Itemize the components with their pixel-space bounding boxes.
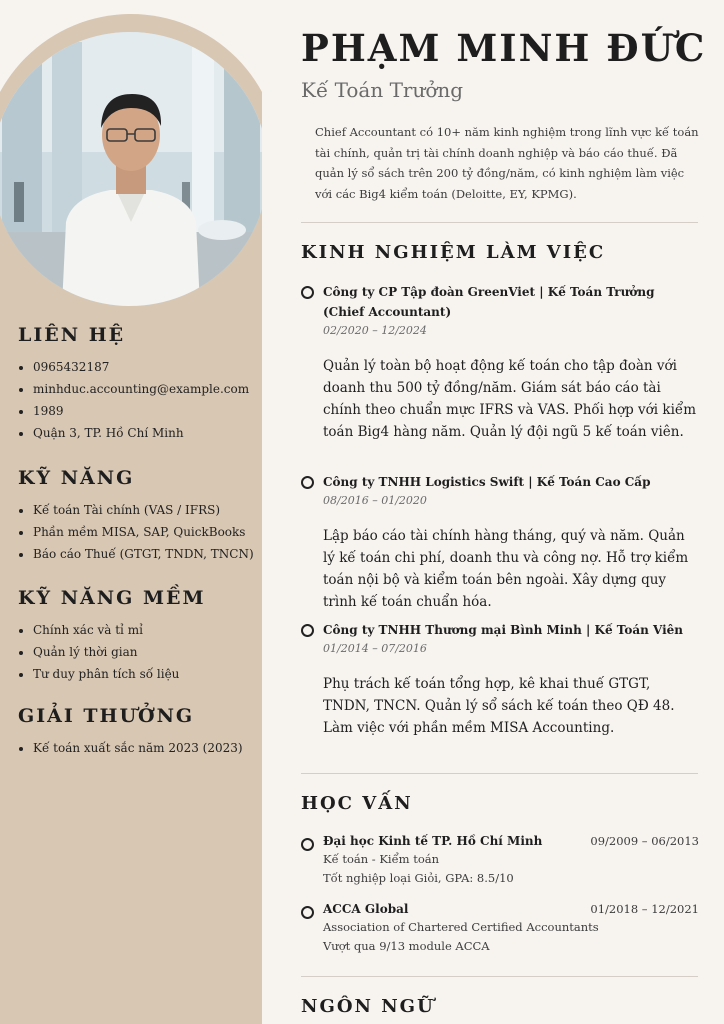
education-heading: HỌC VẤN: [301, 793, 413, 814]
education-result: Tốt nghiệp loại Giỏi, GPA: 8.5/10: [323, 870, 514, 885]
education-period: 01/2018 – 12/2021: [590, 902, 699, 916]
education-result: Vượt qua 9/13 module ACCA: [323, 938, 490, 953]
timeline-dot-icon: [301, 286, 314, 299]
job-date: 01/2014 – 07/2016: [323, 642, 427, 655]
education-major: Association of Chartered Certified Accountants: [323, 920, 599, 934]
job-description: Phụ trách kế toán tổng hợp, kê khai thuế GTGT, TNDN, TNCN. Quản lý sổ sách kế toán theo QĐ 48. Làm việc với phần mềm MISA Accounting.: [323, 676, 675, 736]
education-entry: [301, 832, 699, 887]
skill-item: • Phần mềm MISA, SAP, QuickBooks: [33, 521, 254, 543]
job-heading: Công ty TNHH Logistics Swift | Kế Toán Cao Cấp: [323, 475, 651, 489]
soft-skill-item: • Quản lý thời gian: [33, 641, 254, 663]
education-entry: [301, 900, 699, 955]
award-item: • Kế toán xuất sắc năm 2023 (2023): [33, 737, 254, 759]
timeline-dot-icon: [301, 838, 314, 851]
job-description: Quản lý toàn bộ hoạt động kế toán cho tập đoàn với doanh thu 500 tỷ đồng/năm. Giám sát báo cáo tài chính theo chuẩn mực IFRS và VAS. Phối hợp với kiểm toán Big4 hàng năm. Quản lý đội ngũ 5 kế toán viên.: [323, 358, 697, 440]
full-name: PHẠM MINH ĐỨC: [301, 26, 707, 70]
timeline-dot-icon: [301, 906, 314, 919]
profile-summary: Chief Accountant có 10+ năm kinh nghiệm trong lĩnh vực kế toán tài chính, quản trị tài chính doanh nghiệp và báo cáo thuế. Đã quản lý sổ sách trên 200 tỷ đồng/năm, có kinh nghiệm làm việc với các Big4 kiểm toán (Deloitte, EY, KPMG).: [315, 125, 699, 201]
section-divider: [301, 222, 698, 223]
sidebar: [0, 0, 262, 1024]
contact-email: • minhduc.accounting@example.com: [33, 378, 254, 400]
contact-heading: LIÊN HỆ: [18, 324, 126, 346]
timeline-dot-icon: [301, 624, 314, 637]
job-description: Lập báo cáo tài chính hàng tháng, quý và năm. Quản lý kế toán chi phí, doanh thu và công nợ. Hỗ trợ kiểm toán nội bộ và kiểm toán bên ngoài. Xây dựng quy trình kế toán chuẩn hóa.: [323, 528, 689, 610]
awards-section: [18, 705, 254, 759]
contact-list: [18, 356, 254, 444]
contact-birth-year: • 1989: [33, 400, 254, 422]
awards-heading: GIẢI THƯỞNG: [18, 705, 195, 727]
soft-skills-section: [18, 587, 254, 685]
education-school: ACCA Global: [323, 902, 409, 916]
contact-section: [18, 324, 254, 444]
skills-heading: KỸ NĂNG: [18, 467, 135, 489]
soft-skill-item: • Tư duy phân tích số liệu: [33, 663, 254, 685]
skill-item: • Báo cáo Thuế (GTGT, TNDN, TNCN): [33, 543, 254, 565]
contact-address: • Quận 3, TP. Hồ Chí Minh: [33, 422, 254, 444]
profile-photo-illustration: [0, 32, 262, 306]
timeline-dot-icon: [301, 476, 314, 489]
skills-section: [18, 467, 254, 565]
education-major: Kế toán - Kiểm toán: [323, 852, 440, 866]
soft-skills-heading: KỸ NĂNG MỀM: [18, 587, 206, 609]
languages-heading: NGÔN NGỮ: [301, 996, 435, 1017]
job-heading: Công ty TNHH Thương mại Bình Minh | Kế Toán Viên: [323, 623, 684, 637]
awards-list: [18, 737, 254, 759]
job-entry: [301, 472, 699, 613]
soft-skills-list: [18, 619, 254, 685]
job-title: Kế Toán Trưởng: [301, 78, 464, 102]
job-heading: Công ty CP Tập đoàn GreenViet | Kế Toán Trưởng (Chief Accountant): [323, 285, 655, 319]
job-date: 02/2020 – 12/2024: [323, 324, 427, 337]
section-divider: [301, 976, 698, 977]
section-divider: [301, 773, 698, 774]
contact-phone: • 0965432187: [33, 356, 254, 378]
education-period: 09/2009 – 06/2013: [590, 834, 699, 848]
skills-list: [18, 499, 254, 565]
job-date: 08/2016 – 01/2020: [323, 494, 427, 507]
profile-photo: [0, 32, 262, 306]
job-entry: [301, 620, 699, 739]
experience-heading: KINH NGHIỆM LÀM VIỆC: [301, 242, 606, 263]
soft-skill-item: • Chính xác và tỉ mỉ: [33, 619, 254, 641]
job-entry: [301, 282, 699, 443]
skill-item: • Kế toán Tài chính (VAS / IFRS): [33, 499, 254, 521]
education-school: Đại học Kinh tế TP. Hồ Chí Minh: [323, 834, 543, 848]
